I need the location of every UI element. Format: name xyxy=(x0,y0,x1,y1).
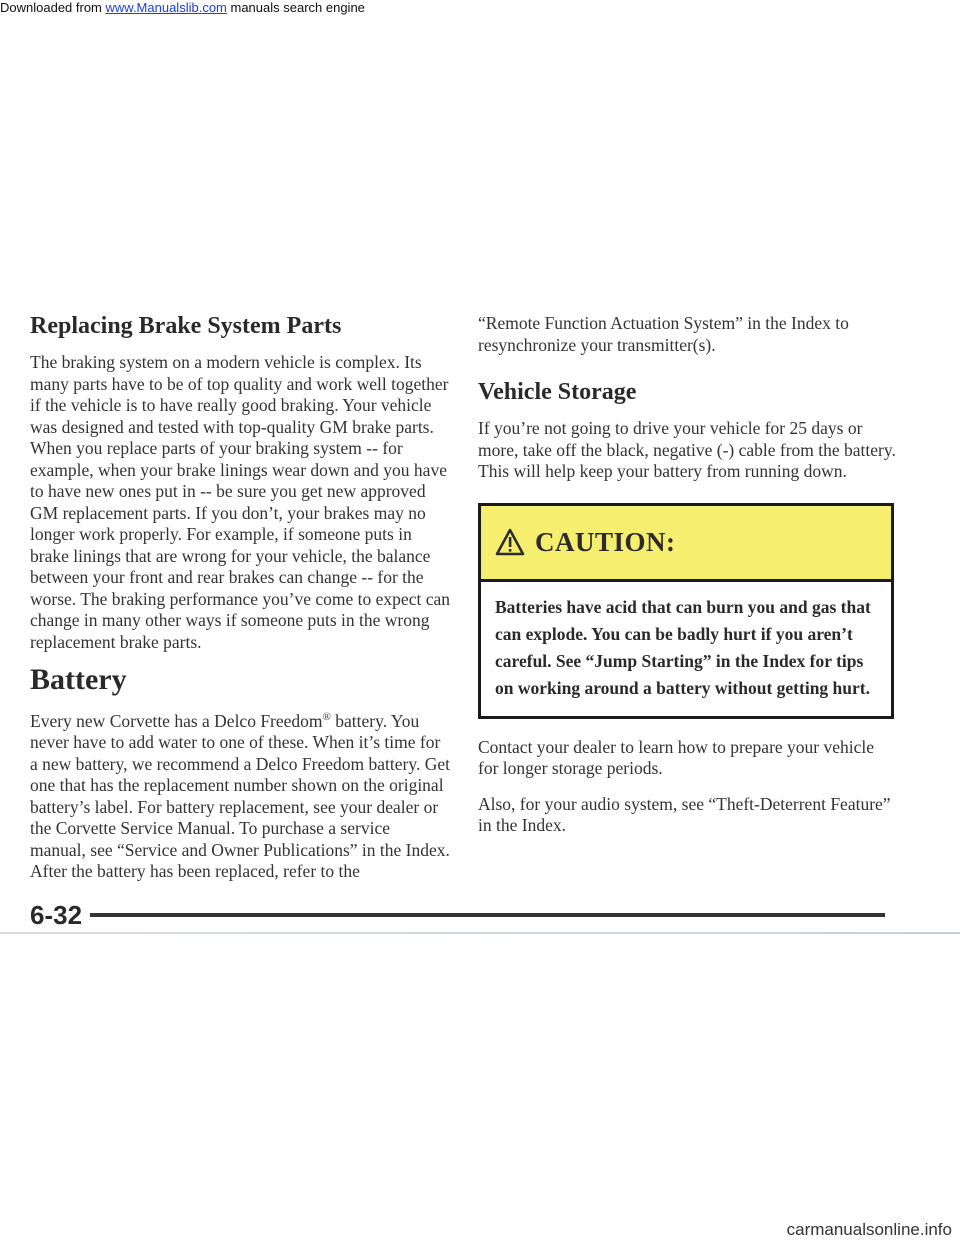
site-watermark: carmanualsonline.info xyxy=(786,1220,952,1239)
left-column xyxy=(30,312,450,883)
paragraph-audio-system: Also, for your audio system, see “Theft-Deterrent Feature” in the Index. xyxy=(478,793,891,835)
paragraph-battery xyxy=(30,707,450,883)
download-notice-suffix: manuals search engine xyxy=(226,0,365,15)
paragraph-vehicle-storage: If you’re not going to drive your vehicle for 25 days or more, take off the black, negative (-) cable from the battery. This will help keep your battery from running down. xyxy=(478,418,896,481)
download-notice-prefix: Downloaded from xyxy=(0,0,106,15)
paragraph-replacing-brake-parts: The braking system on a modern vehicle is complex. Its many parts have to be of top quality and work well together if the vehicle is to have really good braking. Your vehicle was designed and tested with top-quality GM brake parts. When you replace parts of your braking system -- for example, when your brake linings wear down and you have to have new ones put in -- be sure you get new approved GM replacement parts. If you don’t, your brakes may no longer work properly. For example, if someone puts in brake linings that are wrong for your vehicle, the balance between your front and rear brakes can change -- for the worse. The braking performance you’ve come to expect can change in many other ways if someone puts in the wrong replacement brake parts. xyxy=(30,352,450,652)
paragraph-remote-function: “Remote Function Actuation System” in the Index to resynchronize your transmitter(s). xyxy=(478,313,849,355)
caution-header xyxy=(481,506,891,582)
page-number: 6-32 xyxy=(30,900,83,930)
heading-battery: Battery xyxy=(30,663,127,696)
caution-text: Batteries have acid that can burn you and gas that can explode. You can be badly hurt if you aren’t careful. See “Jump Starting” in the Index for tips on working around a battery without getting hurt. xyxy=(495,596,871,698)
download-notice xyxy=(0,0,365,15)
caution-box xyxy=(478,503,894,719)
registered-mark: ® xyxy=(322,711,331,723)
heading-replacing-brake-parts: Replacing Brake System Parts xyxy=(30,313,342,339)
manualslib-link[interactable]: www.Manualslib.com xyxy=(105,0,227,15)
caution-title: CAUTION: xyxy=(535,526,676,557)
battery-text-part2: battery. You never have to add water to one of these. When it’s time for a new battery, we recommend a Delco Freedom battery. Get one that has the replacement number shown on the original battery’s label. For battery replacement, see your dealer or the Corvette Service Manual. To purchase a service manual, see “Service and Owner Publications” in the Index. After the battery has been replaced, refer to the xyxy=(30,710,450,882)
warning-triangle-icon xyxy=(495,528,525,556)
page-edge-line xyxy=(0,932,960,934)
right-column xyxy=(478,313,898,837)
battery-text-part1: Every new Corvette has a Delco Freedom xyxy=(30,710,323,731)
footer-rule xyxy=(90,913,885,917)
paragraph-contact-dealer: Contact your dealer to learn how to prepare your vehicle for longer storage periods. xyxy=(478,736,875,778)
heading-vehicle-storage: Vehicle Storage xyxy=(478,379,637,405)
